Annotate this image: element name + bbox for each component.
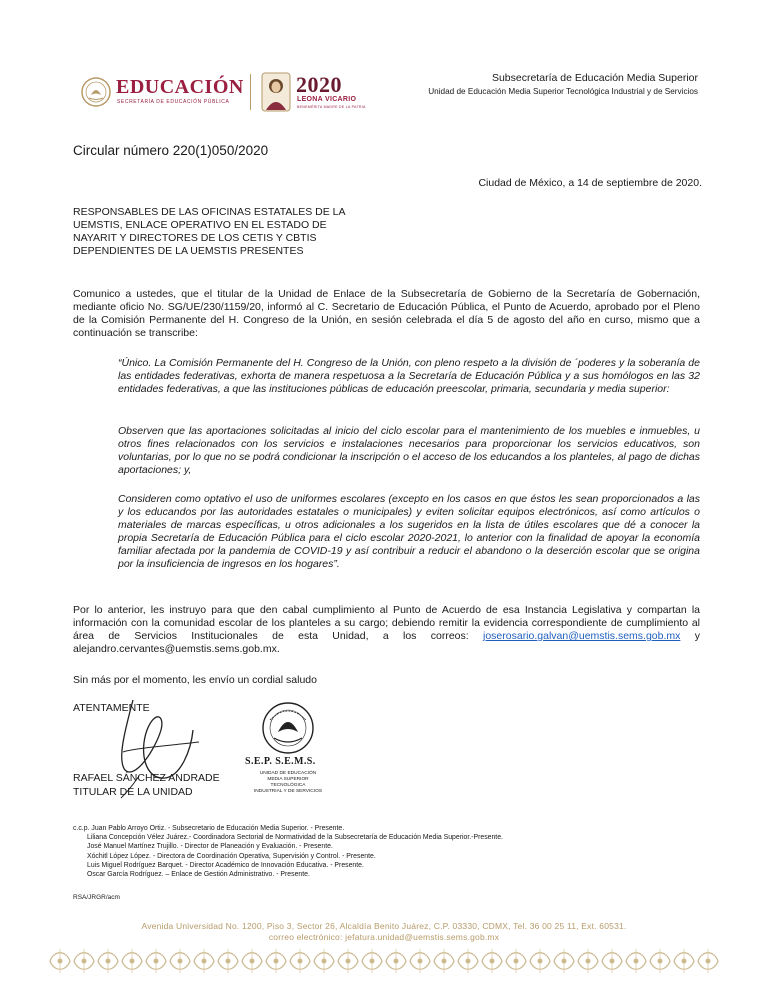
sep-subtitle: SECRETARÍA DE EDUCACIÓN PÚBLICA — [117, 99, 230, 105]
atentamente: ATENTAMENTE — [73, 702, 150, 714]
email-link[interactable]: joserosario.galvan@uemstis.sems.gob.mx — [483, 630, 681, 643]
paragraph-2-text-b: y alejandro.cervantes@uemstis.sems.gob.mx. — [73, 630, 700, 656]
mexico-eagle-emblem-icon — [80, 76, 112, 108]
copy-item: Xóchitl López López. - Directora de Coordinación Operativa, Supervisión y Control. - Presente. — [87, 852, 376, 860]
educacion-wordmark: EDUCACIÓN — [116, 76, 244, 98]
signatory-name: RAFAEL SÁNCHEZ ANDRADE — [73, 772, 220, 784]
footer — [0, 921, 768, 943]
copy-list — [73, 824, 503, 879]
header-right — [428, 72, 698, 96]
recipients: RESPONSABLES DE LAS OFICINAS ESTATALES DE LA UEMSTIS, ENLACE OPERATIVO EN EL ESTADO DE NAYARIT Y DIRECTORES DE LOS CETIS Y CBTIS DEPENDIENTES DE LA UEMSTIS PRESENTES — [73, 206, 345, 257]
paragraph-1: Comunico a ustedes, que el titular de la Unidad de Enlace de la Subsecretaría de Gobierno de la Secretaría de Gobernación, mediante oficio No. SG/UE/230/1159/20, informó al C. Secretario de Educación Pública, el Punto de Acuerdo, aprobado por el Pleno de la Comisión Permanente del H. Congreso de la Unión, en sesión celebrada el día 5 de agosto del año en curso, mismo que a continuación se transcribe: — [73, 288, 700, 340]
quote-3: Consideren como optativo el uso de uniformes escolares (excepto en los casos en que éstos les sean proporcionados a las y los educandos por las autoridades estatales o municipales) y eviten solicitar equipos electrónicos, así como artículos o materiales de marcas específicas, u otros adicionales a los sugeridos en la lista de útiles escolares que dé a conocer la propia Secretaría de Educación Pública para el ciclo escolar 2020-2021, lo anterior con la finalidad de apoyar la economía familiar afectada por la pandemia de COVID-19 y así contribuir a reducir el abandono o la deserción escolar que se origina por la insuficiencia de ingresos en los hogares”. — [118, 493, 700, 571]
paragraph-2-text-a: Por lo anterior, les instruyo para que den cabal cumplimiento al Punto de Acuerdo de esa Instancia Legislativa y compartan la información con la comunidad escolar de los planteles a su cargo; debiendo remitir la evidencia correspondiente de cumplimiento al área de Servicios Institucionales de esta Unidad, a los correos: — [73, 604, 700, 643]
date-line: Ciudad de México, a 14 de septiembre de 2020. — [478, 177, 702, 189]
seal-label: S.E.P. S.E.M.S. — [245, 756, 316, 767]
seal-sub-1: UNIDAD DE EDUCACIÓN — [259, 771, 317, 776]
leona-vicario-label: LEONA VICARIO — [297, 96, 357, 103]
closing-greeting: Sin más por el momento, les envío un cordial saludo — [73, 674, 317, 686]
seal-sub-2: MEDIA SUPERIOR TECNOLÓGICA — [267, 777, 309, 788]
unidad: Unidad de Educación Media Superior Tecnológica Industrial y de Servicios — [428, 87, 698, 96]
copy-item: Liliana Concepción Vélez Juárez.- Coordinadora Sectorial de Normatividad de la Subsecretaría de Educación Media Superior.-Presente. — [87, 834, 503, 842]
reference-initials: RSA/JRGR/acm — [73, 894, 120, 901]
footer-email: correo electrónico: jefatura.unidad@uemstis.sems.gob.mx — [268, 932, 500, 942]
subsecretaria: Subsecretaría de Educación Media Superior — [491, 72, 698, 84]
copy-item: Luis Miguel Rodríguez Barquet. - Director Académico de Innovación Educativa. - Presente. — [87, 861, 364, 869]
copy-item: José Manuel Martínez Trujillo. - Director de Planeación y Evaluación. - Presente. — [87, 843, 333, 851]
copy-item: Oscar García Rodríguez. – Enlace de Gestión Administrativo. - Presente. — [87, 871, 310, 879]
signatory-title: TITULAR DE LA UNIDAD — [73, 786, 193, 798]
header-divider — [250, 74, 251, 110]
leona-vicario-portrait-icon — [261, 72, 291, 112]
quote-2: Observen que las aportaciones solicitadas al inicio del ciclo escolar para el mantenimiento de los muebles e inmuebles, u otros fines relacionados con los servicios e instalaciones necesarios para proporcionar los servicios educativos, son voluntarias, por lo que no se podrá condicionar la inscripción o el acceso de los educandos a los planteles, al pago de dichas aportaciones; y, — [118, 425, 700, 477]
paragraph-2 — [73, 604, 700, 656]
seal-sub-3: INDUSTRIAL Y DE SERVICIOS — [253, 789, 323, 794]
official-seal-icon — [258, 700, 318, 756]
seal-subtitle — [252, 771, 324, 795]
copy-item: c.c.p. Juan Pablo Arroyo Ortiz. - Subsecretario de Educación Media Superior. - Presente. — [73, 825, 345, 832]
leona-vicario-sub: BENEMÉRITA MADRE DE LA PATRIA — [297, 105, 366, 109]
footer-address: Avenida Universidad No. 1200, Piso 3, Sector 26, Alcaldía Benito Juárez, C.P. 03330, CDMX, Tel. 36 00 25 11, Ext. 60531. — [141, 921, 627, 931]
decorative-border-icon — [48, 946, 720, 976]
year-2020: 2020 — [296, 72, 342, 97]
quote-1: “Único. La Comisión Permanente del H. Congreso de la Unión, con pleno respeto a la división de ´poderes y la soberanía de las entidades federativas, exhorta de manera respetuosa a la Secretaría de Educación Pública y a sus homólogos en las 32 entidades federativas, a que las instituciones públicas de educación preescolar, primaria, secundaria y media superior: — [118, 357, 700, 396]
circular-number: Circular número 220(1)050/2020 — [73, 143, 269, 158]
letterhead — [74, 70, 704, 114]
signatory — [73, 771, 220, 799]
